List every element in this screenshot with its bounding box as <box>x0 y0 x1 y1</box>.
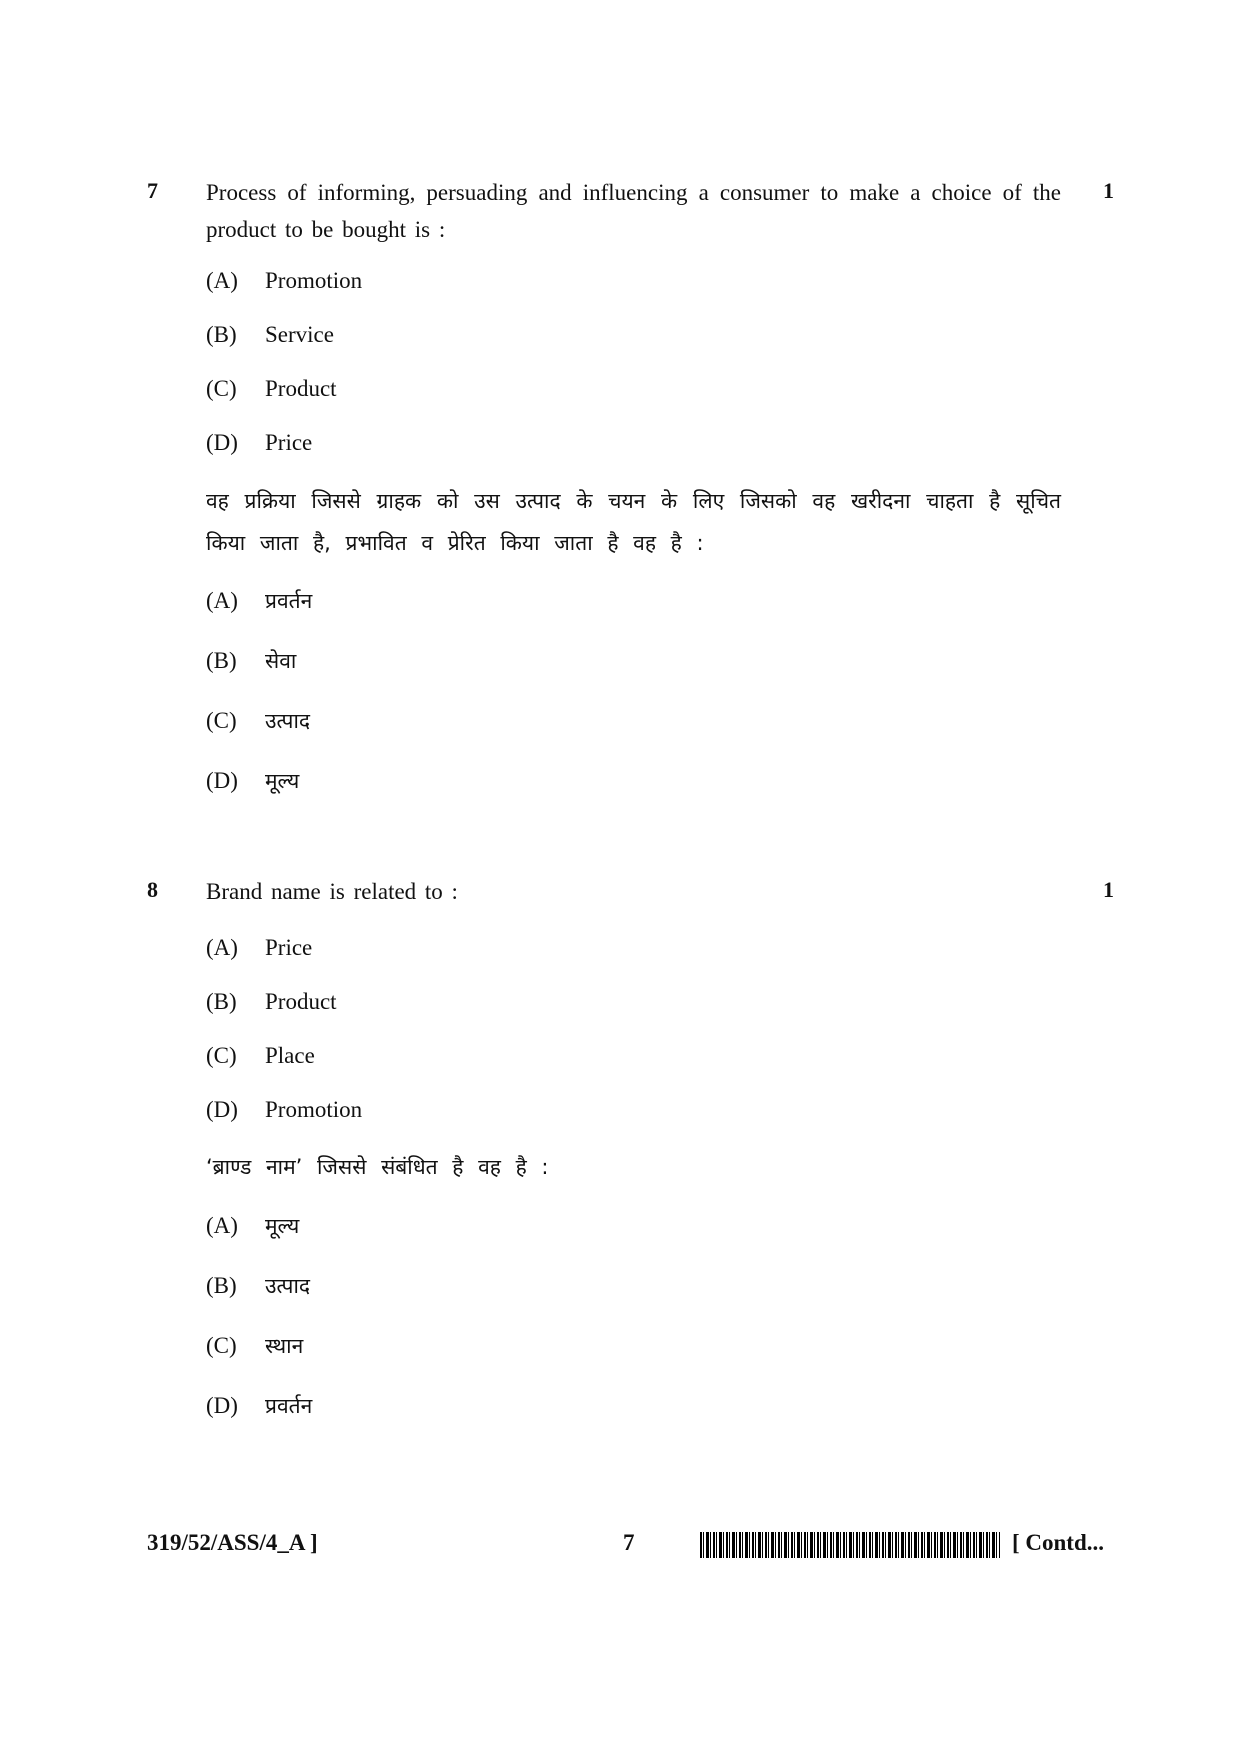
option-hi-a <box>206 1212 299 1240</box>
option-text: उत्पाद <box>265 709 311 733</box>
option-en-a <box>206 935 312 961</box>
paper-code: 319/52/ASS/4_A ] <box>147 1530 318 1555</box>
option-label: (B) <box>206 989 237 1014</box>
question-text-english: Process of informing, persuading and influencing a consumer to make a choice of the product to be bought is : <box>206 180 1061 242</box>
option-text: मूल्य <box>265 769 300 793</box>
option-en-a <box>206 268 362 294</box>
option-hi-b <box>206 647 296 675</box>
question-text-hindi: वह प्रक्रिया जिससे ग्राहक को उस उत्पाद के चयन के लिए जिसको वह खरीदना चाहता है सूचित किया जाता है, प्रभावित व प्रेरित किया जाता है वह है : <box>206 489 1061 555</box>
option-text: सेवा <box>265 649 297 673</box>
option-label: (D) <box>206 1393 238 1418</box>
option-hi-c <box>206 1332 303 1360</box>
option-text: Product <box>265 989 337 1014</box>
option-text: Product <box>265 376 337 401</box>
page-number: 7 <box>623 1530 635 1555</box>
question-text-hindi: ‘ब्राण्ड नाम’ जिससे संबंधित है वह है : <box>206 1155 549 1179</box>
option-text: प्रवर्तन <box>265 1394 313 1418</box>
option-text: मूल्य <box>265 1214 300 1238</box>
option-text: Price <box>265 935 313 960</box>
option-en-d <box>206 430 312 456</box>
option-text: Promotion <box>265 1097 363 1122</box>
question-number: 7 <box>147 178 158 203</box>
option-label: (B) <box>206 1273 237 1298</box>
option-label: (D) <box>206 430 238 455</box>
option-en-c <box>206 1043 315 1069</box>
option-label: (A) <box>206 268 238 293</box>
option-en-b <box>206 322 334 348</box>
option-label: (A) <box>206 588 238 613</box>
question-number: 8 <box>147 877 158 902</box>
option-text: उत्पाद <box>265 1274 311 1298</box>
option-label: (D) <box>206 768 238 793</box>
question-marks: 1 <box>1103 178 1114 203</box>
option-text: स्थान <box>265 1334 304 1358</box>
option-label: (B) <box>206 648 237 673</box>
option-label: (B) <box>206 322 237 347</box>
option-label: (A) <box>206 935 238 960</box>
option-label: (C) <box>206 1333 237 1358</box>
option-text: Place <box>265 1043 315 1068</box>
option-hi-c <box>206 707 310 735</box>
option-en-b <box>206 989 337 1015</box>
option-en-d <box>206 1097 362 1123</box>
continued-label: [ Contd... <box>1012 1530 1105 1555</box>
option-en-c <box>206 376 337 402</box>
option-hi-b <box>206 1272 310 1300</box>
option-hi-d <box>206 767 299 795</box>
question-text-english: Brand name is related to : <box>206 879 458 904</box>
option-text: Price <box>265 430 313 455</box>
question-marks: 1 <box>1103 877 1114 902</box>
option-hi-d <box>206 1392 312 1420</box>
option-label: (A) <box>206 1213 238 1238</box>
option-label: (C) <box>206 1043 237 1068</box>
option-text: Promotion <box>265 268 363 293</box>
option-label: (C) <box>206 376 237 401</box>
barcode-icon <box>700 1532 1000 1558</box>
option-text: प्रवर्तन <box>265 589 313 613</box>
option-label: (D) <box>206 1097 238 1122</box>
option-label: (C) <box>206 708 237 733</box>
option-hi-a <box>206 587 312 615</box>
option-text: Service <box>265 322 334 347</box>
